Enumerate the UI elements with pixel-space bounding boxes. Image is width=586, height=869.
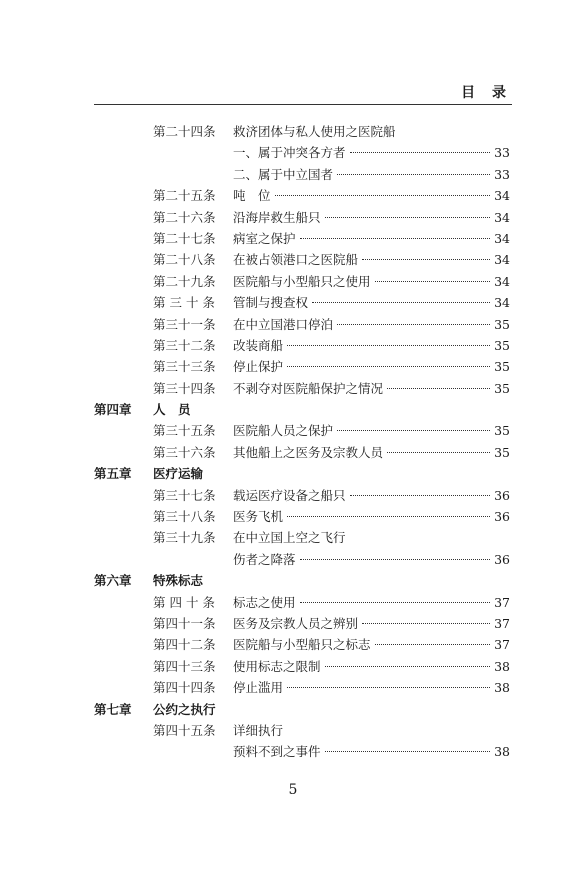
dot-leader	[300, 559, 491, 560]
chapter-number: 第七章	[94, 701, 132, 717]
toc-entry	[233, 549, 510, 570]
toc-entry-row	[0, 485, 586, 506]
entry-title: 在被占领港口之医院船	[233, 252, 359, 268]
entry-title: 吨 位	[233, 188, 271, 204]
toc-entry	[233, 228, 510, 249]
entry-title: 病室之保护	[233, 230, 296, 246]
toc-entry	[233, 356, 510, 377]
article-number: 第三十九条	[153, 530, 216, 546]
article-number: 第二十八条	[153, 252, 216, 268]
chapter-number: 第五章	[94, 466, 132, 482]
header-rule	[94, 104, 512, 105]
entry-title: 其他船上之医务及宗教人员	[233, 444, 384, 460]
dot-leader	[275, 195, 491, 196]
toc-entry	[233, 142, 510, 163]
toc-entry	[233, 485, 510, 506]
toc-entry	[233, 314, 510, 335]
dot-leader	[337, 324, 490, 325]
entry-page-number: 34	[494, 295, 510, 311]
entry-title: 在中立国上空之飞行	[233, 530, 346, 546]
entry-page-number: 34	[494, 209, 510, 225]
dot-leader	[325, 666, 491, 667]
toc-entry-row	[0, 164, 586, 185]
entry-title: 在中立国港口停泊	[233, 316, 334, 332]
entry-title: 预料不到之事件	[233, 744, 321, 760]
chapter-number: 第四章	[94, 402, 132, 418]
entry-title: 医务及宗教人员之辨别	[233, 615, 359, 631]
article-number: 第四十二条	[153, 637, 216, 653]
entry-title: 沿海岸救生船只	[233, 209, 321, 225]
entry-page-number: 35	[494, 316, 510, 332]
toc-entry	[233, 185, 510, 206]
toc-entry	[233, 271, 510, 292]
entry-title: 救济团体与私人使用之医院船	[233, 124, 396, 139]
article-number: 第四十五条	[153, 722, 216, 738]
article-number: 第二十六条	[153, 209, 216, 225]
dot-leader	[325, 217, 491, 218]
entry-page-number: 36	[494, 509, 510, 525]
dot-leader	[300, 238, 491, 239]
toc-entry-row	[0, 121, 586, 142]
article-number: 第三十六条	[153, 444, 216, 460]
toc-entry	[233, 249, 510, 270]
article-number: 第三十三条	[153, 359, 216, 375]
article-number: 第四十一条	[153, 615, 216, 631]
article-number: 第二十四条	[153, 124, 216, 139]
entry-page-number: 34	[494, 188, 510, 204]
toc-entry	[233, 506, 510, 527]
article-number: 第四十三条	[153, 658, 216, 674]
toc-entry-row	[0, 592, 586, 613]
toc-entry-row	[0, 356, 586, 377]
toc-entry-row	[0, 420, 586, 441]
dot-leader	[287, 345, 490, 346]
entry-page-number: 35	[494, 444, 510, 460]
toc-entry-row	[0, 314, 586, 335]
dot-leader	[362, 259, 490, 260]
dot-leader	[350, 152, 491, 153]
article-number: 第二十九条	[153, 273, 216, 289]
dot-leader	[375, 644, 491, 645]
toc-entry	[233, 378, 510, 399]
entry-page-number: 36	[494, 551, 510, 567]
entry-title: 医院船人员之保护	[233, 423, 334, 439]
chapter-title: 人 员	[153, 402, 191, 418]
toc-entry-row	[0, 442, 586, 463]
dot-leader	[312, 302, 490, 303]
entry-title: 医院船与小型船只之标志	[233, 637, 371, 653]
toc-entry-row	[0, 378, 586, 399]
toc-entry-row	[0, 613, 586, 634]
article-number: 第三十一条	[153, 316, 216, 332]
entry-title: 详细执行	[233, 722, 284, 738]
toc-entry	[233, 420, 510, 441]
toc-entry-row	[0, 634, 586, 655]
toc-entry	[233, 207, 510, 228]
toc-entry	[233, 720, 510, 741]
entry-page-number: 37	[494, 615, 510, 631]
entry-title: 医务飞机	[233, 509, 284, 525]
article-number: 第三十八条	[153, 509, 216, 525]
dot-leader	[387, 388, 490, 389]
article-number: 第 四 十 条	[153, 594, 215, 610]
entry-page-number: 35	[494, 359, 510, 375]
entry-page-number: 35	[494, 380, 510, 396]
entry-page-number: 35	[494, 337, 510, 353]
article-number: 第三十二条	[153, 337, 216, 353]
entry-title: 医院船与小型船只之使用	[233, 273, 371, 289]
entry-page-number: 37	[494, 637, 510, 653]
dot-leader	[337, 174, 490, 175]
article-number: 第三十五条	[153, 423, 216, 439]
toc-chapter-row	[0, 463, 586, 484]
dot-leader	[350, 495, 491, 496]
entry-page-number: 34	[494, 230, 510, 246]
toc-entry-row	[0, 185, 586, 206]
toc-entry-row	[0, 228, 586, 249]
toc-entry	[233, 121, 510, 142]
entry-title: 不剥夺对医院船保护之情况	[233, 380, 384, 396]
toc-entry	[233, 292, 510, 313]
dot-leader	[287, 687, 490, 688]
dot-leader	[362, 623, 490, 624]
entry-title: 伤者之降落	[233, 551, 296, 567]
entry-title: 标志之使用	[233, 594, 296, 610]
dot-leader	[375, 281, 491, 282]
entry-title: 改装商船	[233, 337, 284, 353]
toc-entry	[233, 656, 510, 677]
toc-entry-row	[0, 292, 586, 313]
table-of-contents	[0, 121, 586, 763]
dot-leader	[300, 602, 491, 603]
entry-page-number: 37	[494, 594, 510, 610]
entry-page-number: 34	[494, 273, 510, 289]
entry-page-number: 36	[494, 487, 510, 503]
article-number: 第四十四条	[153, 680, 216, 696]
toc-entry-row	[0, 656, 586, 677]
page-number: 5	[288, 782, 298, 798]
dot-leader	[287, 366, 490, 367]
toc-entry	[233, 592, 510, 613]
toc-entry-row	[0, 335, 586, 356]
article-number: 第三十七条	[153, 487, 216, 503]
toc-entry-row	[0, 677, 586, 698]
toc-entry	[233, 634, 510, 655]
entry-title: 载运医疗设备之船只	[233, 487, 346, 503]
article-number: 第 三 十 条	[153, 295, 215, 311]
toc-entry-row	[0, 271, 586, 292]
article-number: 第三十四条	[153, 380, 216, 396]
entry-title: 停止滥用	[233, 680, 284, 696]
chapter-number: 第六章	[94, 573, 132, 589]
toc-entry-row	[0, 549, 586, 570]
entry-page-number: 33	[494, 166, 510, 182]
entry-title: 管制与搜查权	[233, 295, 309, 311]
running-header-title: 目 录	[461, 85, 512, 101]
toc-entry-row	[0, 741, 586, 762]
article-number: 第二十五条	[153, 188, 216, 204]
chapter-title: 医疗运输	[153, 466, 204, 482]
entry-page-number: 33	[494, 145, 510, 161]
toc-entry	[233, 677, 510, 698]
toc-entry	[233, 741, 510, 762]
toc-chapter-row	[0, 570, 586, 591]
chapter-title: 特殊标志	[153, 573, 204, 589]
chapter-title: 公约之执行	[153, 701, 216, 717]
toc-entry	[233, 164, 510, 185]
article-number: 第二十七条	[153, 230, 216, 246]
dot-leader	[387, 452, 490, 453]
toc-entry-row	[0, 249, 586, 270]
entry-title: 使用标志之限制	[233, 658, 321, 674]
toc-entry	[233, 613, 510, 634]
entry-page-number: 38	[494, 744, 510, 760]
toc-chapter-row	[0, 699, 586, 720]
entry-page-number: 34	[494, 252, 510, 268]
toc-entry	[233, 527, 510, 548]
toc-entry-row	[0, 720, 586, 741]
toc-entry-row	[0, 142, 586, 163]
dot-leader	[337, 430, 490, 431]
toc-entry	[233, 335, 510, 356]
toc-entry	[233, 442, 510, 463]
entry-title: 一、属于冲突各方者	[233, 145, 346, 161]
toc-entry-row	[0, 207, 586, 228]
entry-title: 停止保护	[233, 359, 284, 375]
dot-leader	[325, 751, 491, 752]
entry-title: 二、属于中立国者	[233, 166, 334, 182]
toc-chapter-row	[0, 399, 586, 420]
dot-leader	[287, 516, 490, 517]
entry-page-number: 38	[494, 658, 510, 674]
toc-entry-row	[0, 527, 586, 548]
entry-page-number: 35	[494, 423, 510, 439]
entry-page-number: 38	[494, 680, 510, 696]
toc-entry-row	[0, 506, 586, 527]
